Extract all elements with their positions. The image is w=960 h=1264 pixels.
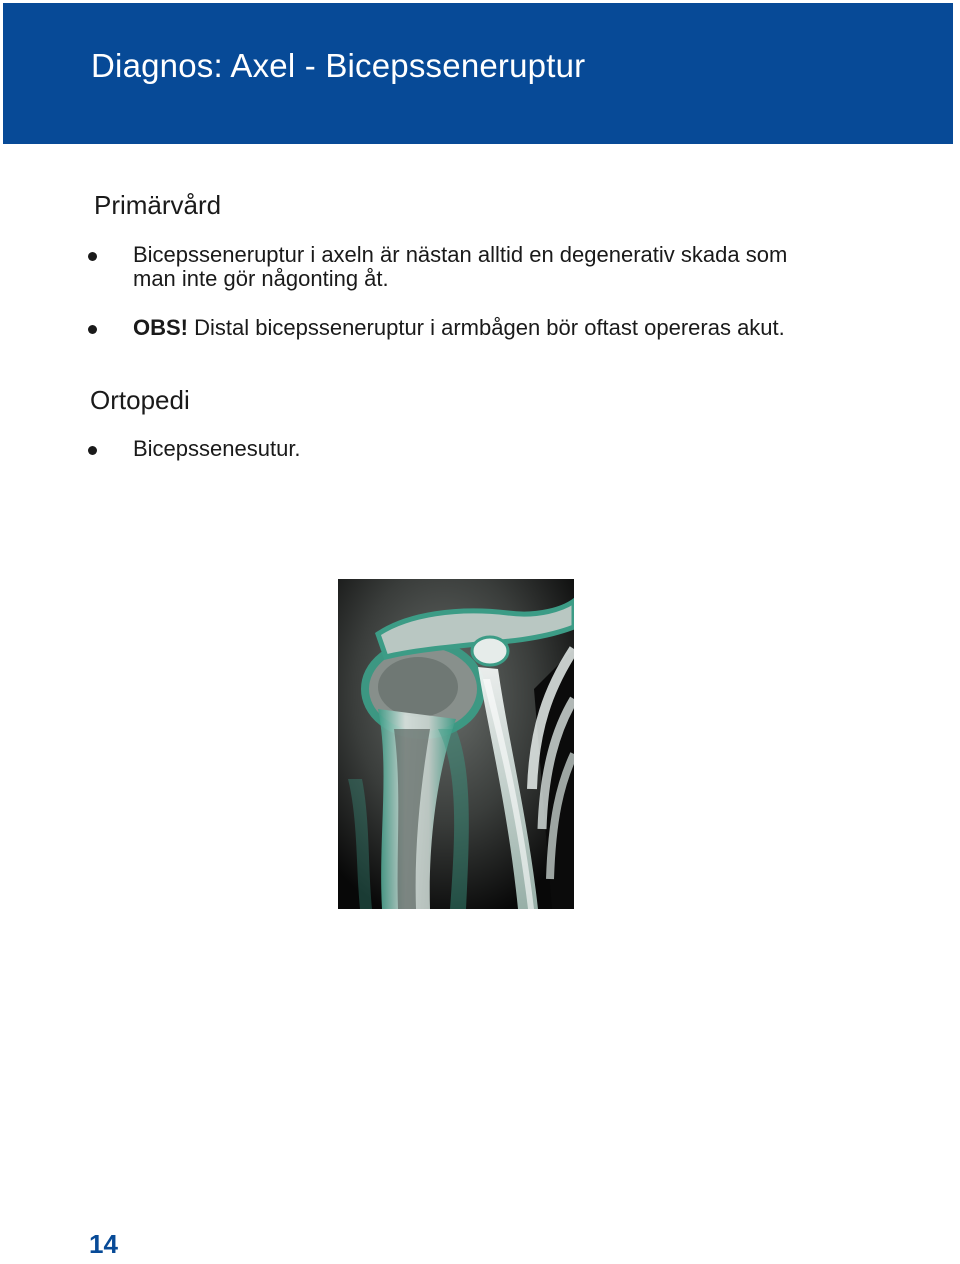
list-item-text: Bicepssenesutur.	[133, 436, 301, 461]
bullet-icon	[88, 446, 97, 455]
section-heading-ortopedi: Ortopedi	[90, 385, 190, 415]
bullet-icon	[88, 325, 97, 334]
list-item-text: Bicepsseneruptur i axeln är nästan alltid en degenerativ skada som man inte gör någonting åt.	[133, 242, 788, 291]
header-band	[3, 3, 953, 144]
bullet-icon	[88, 252, 97, 261]
section-heading-primarvard: Primärvård	[94, 190, 222, 220]
list-item-text	[133, 316, 793, 340]
page-number: 14	[89, 1229, 118, 1259]
obs-label: OBS!	[133, 315, 188, 340]
list-item-text-rest: Distal bicepsseneruptur i armbågen bör oftast opereras akut.	[188, 315, 785, 340]
page-title: Diagnos: Axel - Bicepsseneruptur	[91, 47, 586, 84]
shoulder-xray-image	[338, 579, 574, 909]
